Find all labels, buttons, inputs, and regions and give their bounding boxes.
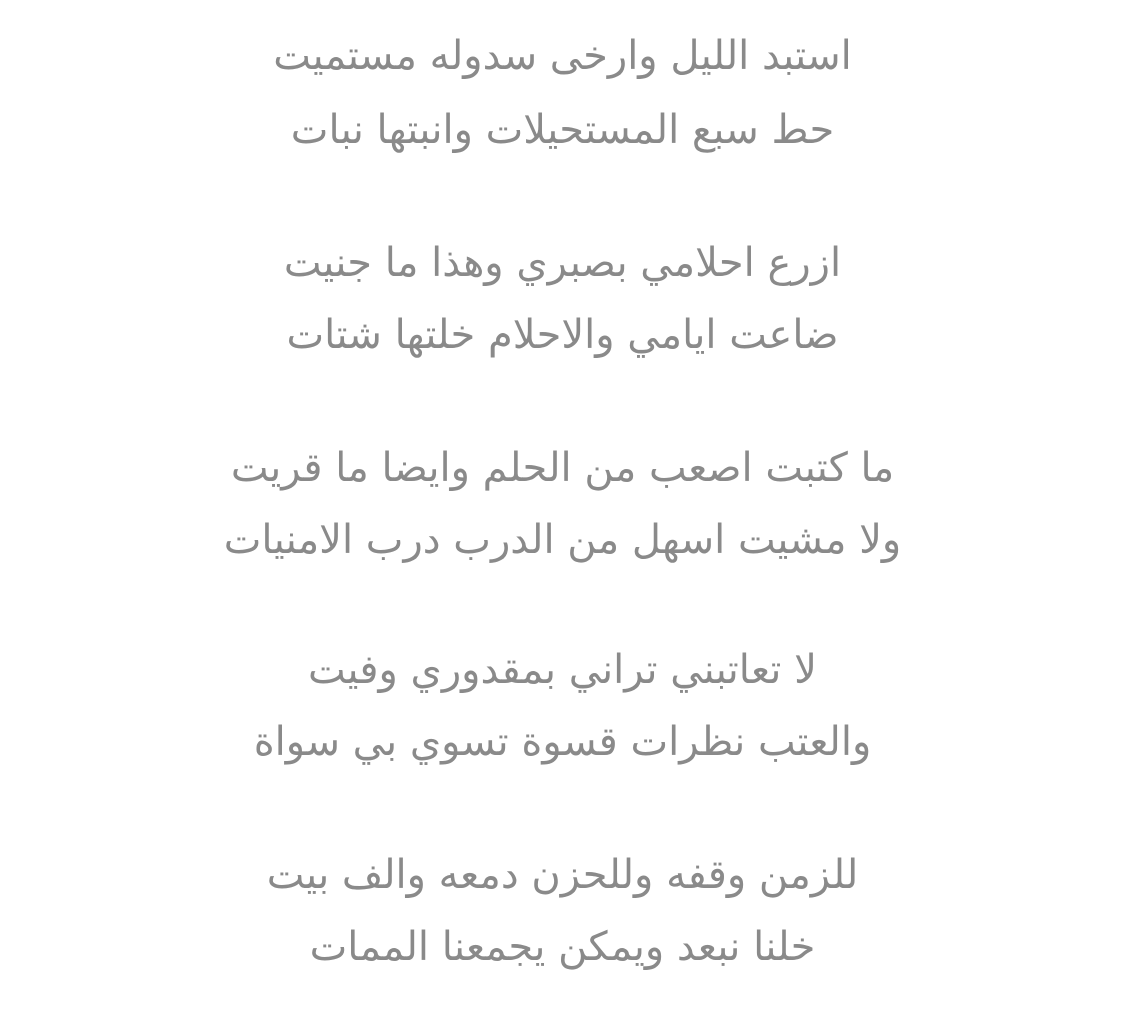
stanza-3-line-2: ولا مشيت اسهل من الدرب درب الامنيات	[223, 517, 902, 563]
stanza-5-line-2: خلنا نبعد ويمكن يجمعنا الممات	[309, 924, 816, 970]
stanza-4-line-2: والعتب نظرات قسوة تسوي بي سواة	[253, 719, 872, 765]
stanza-1-line-2: حط سبع المستحيلات وانبتها نبات	[290, 107, 835, 153]
stanza-2-line-1: ازرع احلامي بصبري وهذا ما جنيت	[283, 240, 842, 286]
stanza-2-line-2: ضاعت ايامي والاحلام خلتها شتات	[286, 312, 839, 358]
stanza-1-line-1: استبد الليل وارخى سدوله مستميت	[273, 33, 852, 79]
stanza-4-line-1: لا تعاتبني تراني بمقدوري وفيت	[308, 647, 817, 693]
stanza-5-line-1: للزمن وقفه وللحزن دمعه والف بيت	[266, 852, 859, 898]
stanza-3-line-1: ما كتبت اصعب من الحلم وايضا ما قريت	[230, 445, 895, 491]
